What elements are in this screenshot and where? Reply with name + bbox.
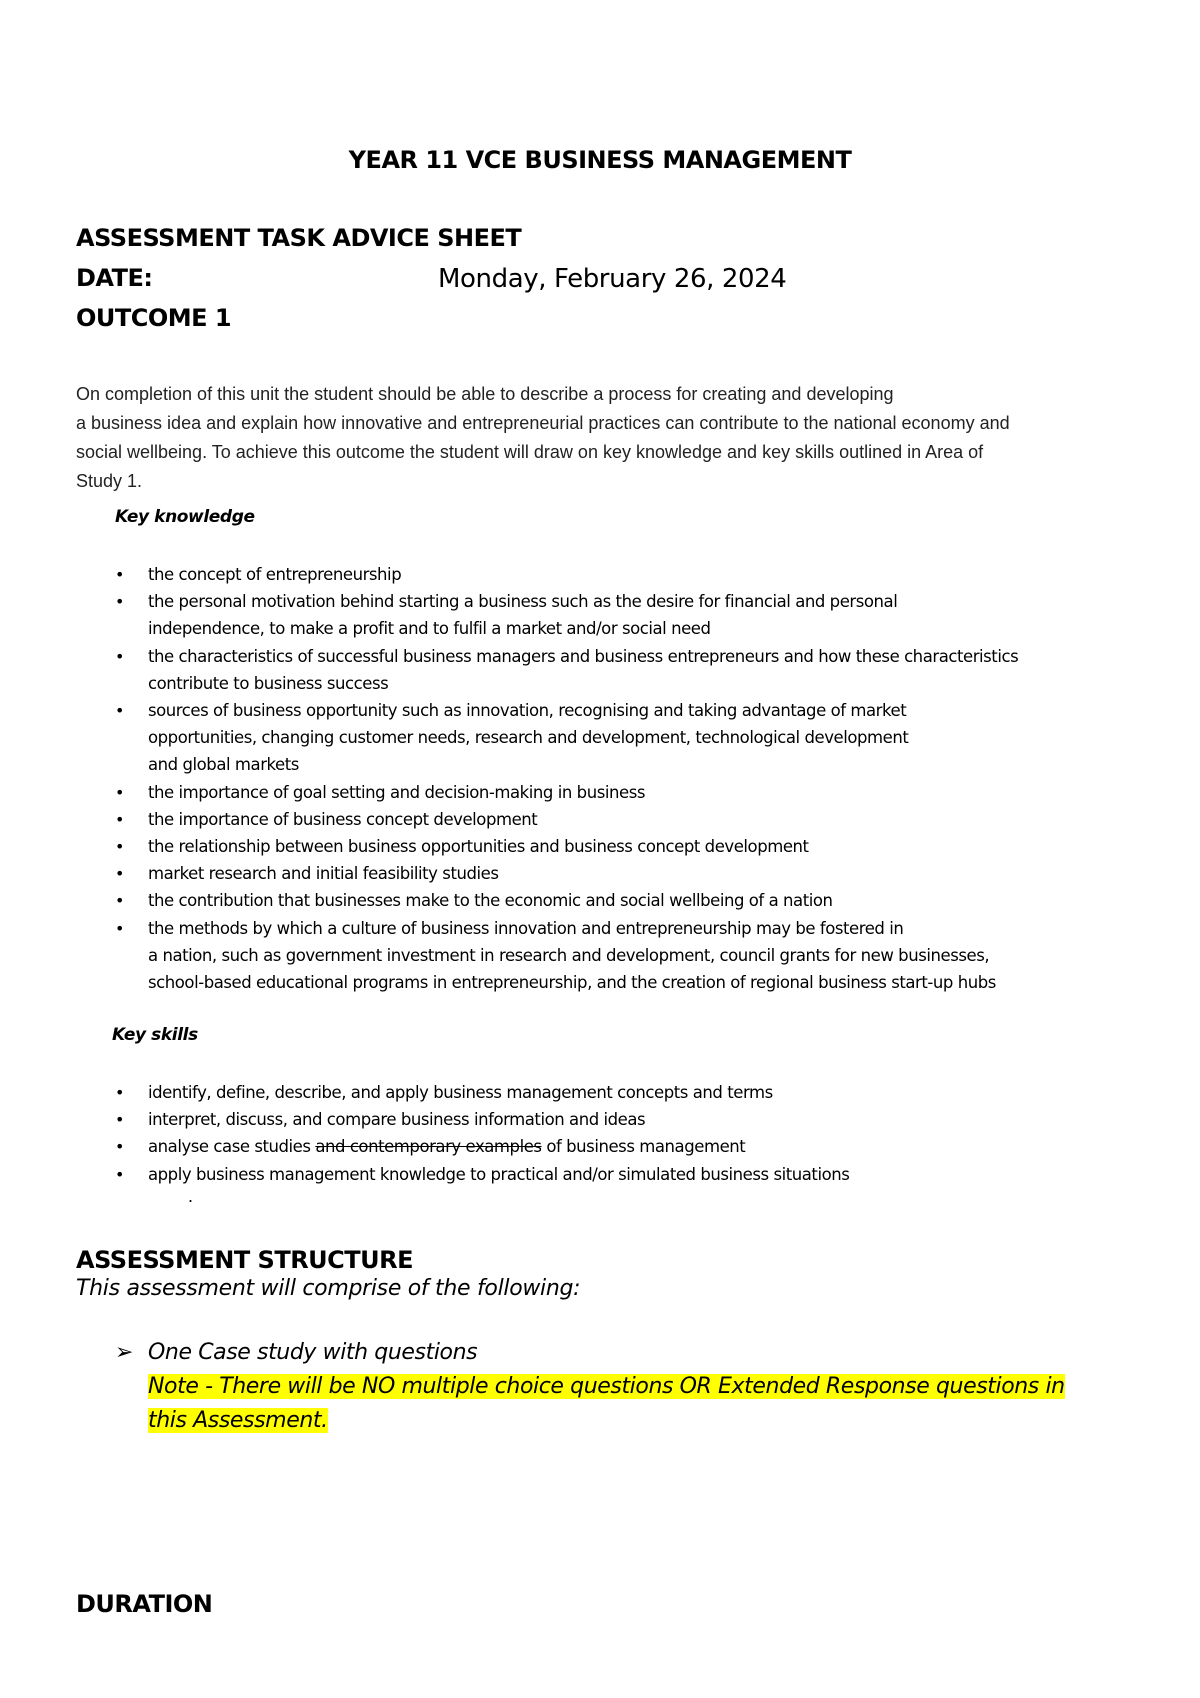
outcome-description [76,380,1126,496]
list-item: • the importance of business concept development [115,806,1155,833]
date-value: Monday, February 26, 2024 [438,264,787,294]
list-item: • the relationship between business opportunities and business concept development [115,833,1155,860]
list-item: • identify, define, describe, and apply business management concepts and terms [115,1079,1155,1106]
bullet-icon: • [115,565,124,584]
bullet-icon: • [115,864,124,884]
intro-line: Study 1. [76,471,143,491]
list-item: • the contribution that businesses make to the economic and social wellbeing of a nation [115,887,1155,914]
bullet-icon: • [115,646,124,666]
document-title: YEAR 11 VCE BUSINESS MANAGEMENT [348,146,852,174]
bullet-icon: • [115,1110,124,1130]
key-skills-list [115,1079,1155,1188]
list-item: • the personal motivation behind starting a business such as the desire for financial and personal independence, to make a profit and to fulfil a market and/or social need [115,588,1155,642]
bullet-icon: • [115,1164,124,1184]
arrow-bullet-icon: ➢ [115,1340,134,1365]
list-item: • sources of business opportunity such as innovation, recognising and taking advantage of market opportunities, changing customer needs, research and development, technological development and global markets [115,697,1155,779]
bullet-icon: • [115,701,124,721]
bullet-icon: • [115,592,124,612]
bullet-icon: • [115,809,124,829]
list-item: • the concept of entrepreneurship [115,561,1155,588]
bullet-icon: • [115,782,124,802]
structure-heading: ASSESSMENT STRUCTURE [76,1246,414,1274]
bullet-icon: • [115,891,124,911]
key-knowledge-list [115,561,1155,996]
list-item: • analyse case studies and contemporary examples of business management [115,1133,1155,1160]
bullet-icon: • [115,1137,124,1157]
list-item: • the characteristics of successful business managers and business entrepreneurs and how these characteristics contribute to business success [115,643,1155,697]
intro-line: a business idea and explain how innovative and entrepreneurial practices can contribute to the national economy and [76,413,1010,433]
bullet-icon: • [115,918,124,938]
struck-text: and contemporary examples [315,1137,542,1157]
structure-item-text: One Case study with questions [148,1340,478,1365]
bullet-icon: • [115,1083,124,1102]
bullet-icon: • [115,837,124,857]
list-item: • the importance of goal setting and decision-making in business [115,779,1155,806]
highlighted-note: Note - There will be NO multiple choice questions OR Extended Response questions in [148,1374,1065,1399]
list-item: • apply business management knowledge to practical and/or simulated business situations [115,1161,1155,1188]
outcome-heading: OUTCOME 1 [76,304,232,332]
intro-line: social wellbeing. To achieve this outcome the student will draw on key knowledge and key skills outlined in Area of [76,442,984,462]
trailing-dot: . [188,1186,194,1206]
list-item: • interpret, discuss, and compare business information and ideas [115,1106,1155,1133]
duration-heading: DURATION [76,1590,213,1618]
sheet-heading: ASSESSMENT TASK ADVICE SHEET [76,224,522,252]
highlighted-note: this Assessment. [148,1408,328,1433]
structure-intro: This assessment will comprise of the following: [76,1276,581,1301]
intro-line: On completion of this unit the student should be able to describe a process for creating and developing [76,384,894,404]
key-knowledge-heading: Key knowledge [115,507,255,527]
structure-item [115,1336,1135,1438]
date-label: DATE: [76,264,153,292]
list-item: • market research and initial feasibility studies [115,860,1155,887]
key-skills-heading: Key skills [112,1025,198,1045]
list-item: • the methods by which a culture of business innovation and entrepreneurship may be fostered in a nation, such as government investment in research and development, council grants for new businesses, school-based educational programs in entrepreneurship, and the creation of regional business start-up hubs [115,915,1155,997]
